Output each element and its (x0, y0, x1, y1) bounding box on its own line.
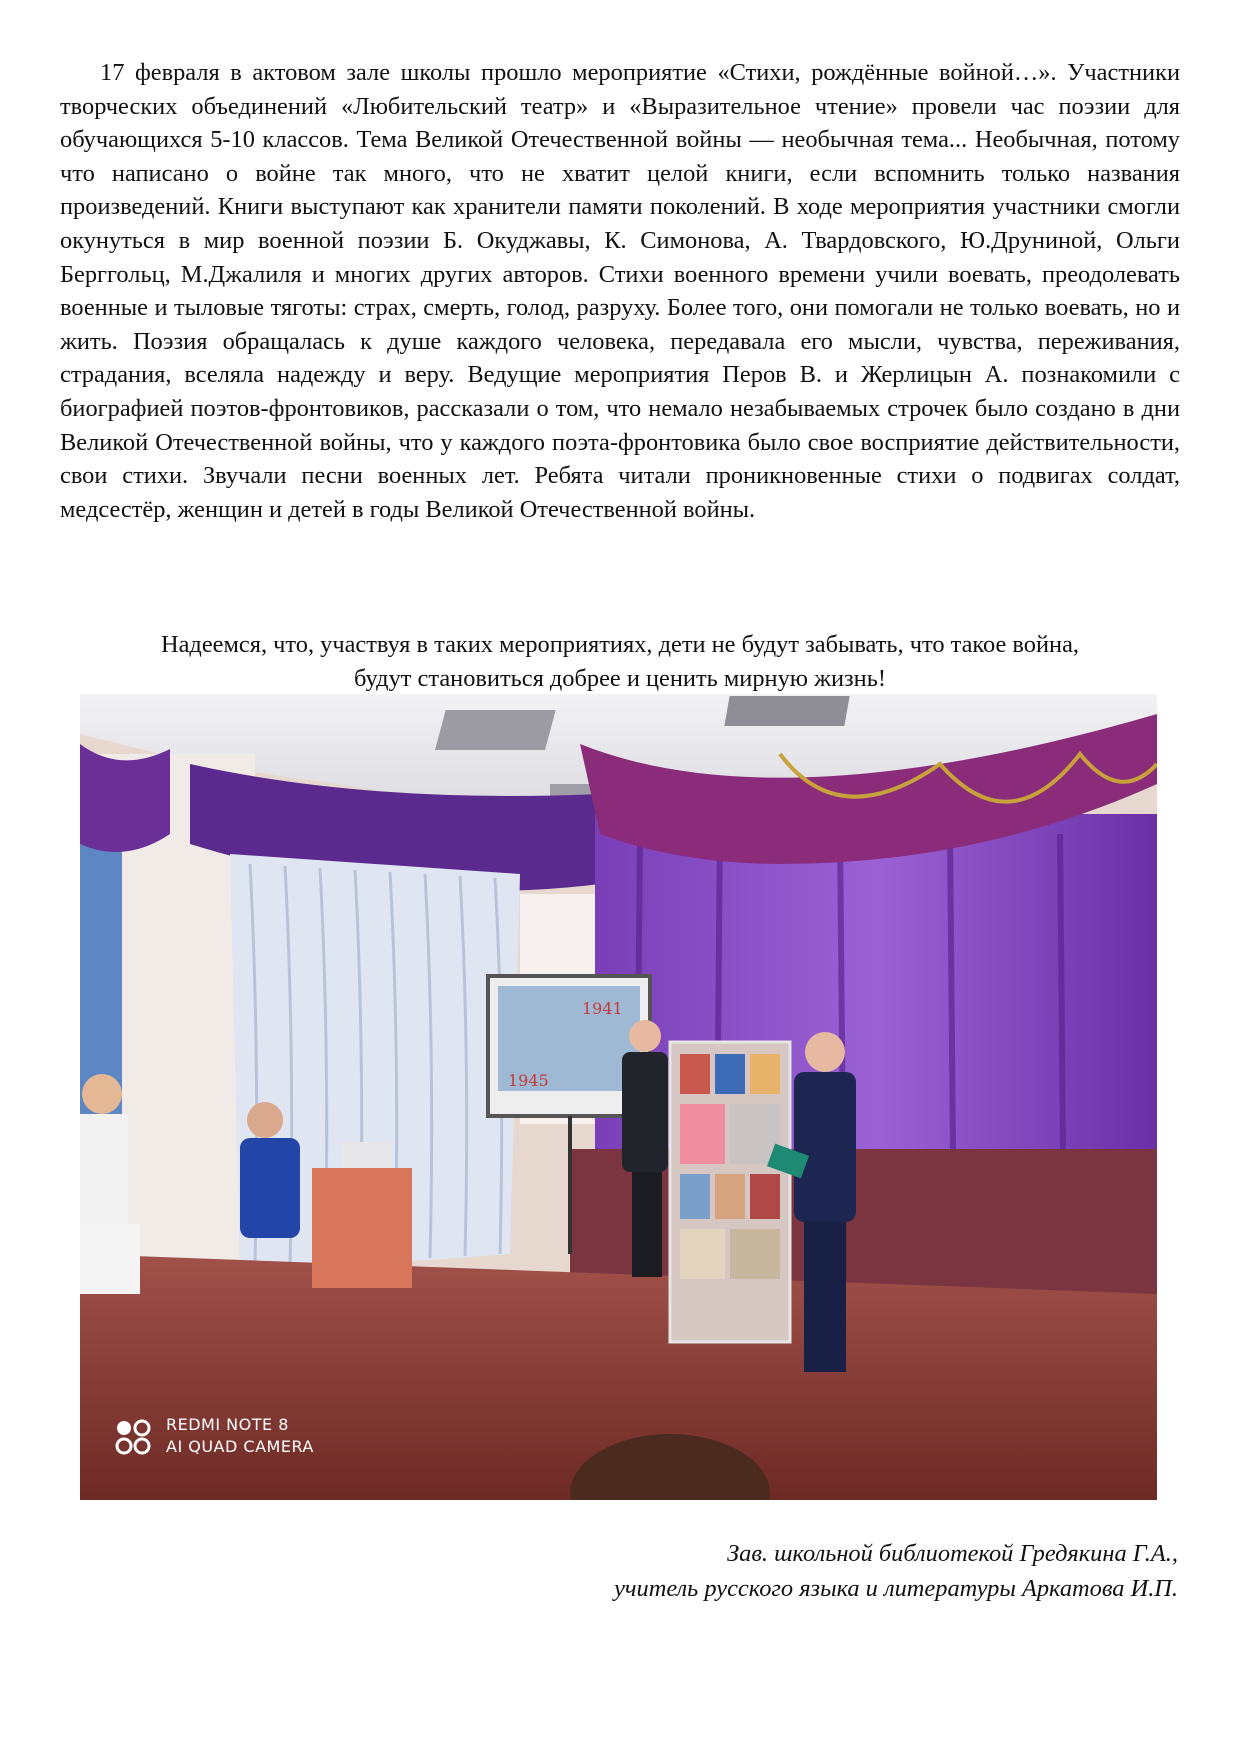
watermark-line-1: REDMI NOTE 8 (166, 1415, 289, 1434)
article-body (60, 56, 1180, 526)
closing-line-2: будут становиться добрее и ценить мирную жизнь! (354, 664, 886, 692)
ceiling-light-left (435, 710, 556, 750)
article-text: 17 февраля в актовом зале школы прошло мероприятие «Стихи, рождённые войной…». Участники творческих объединений «Любительский театр» и «Выразительное чтение» провели час поэзии для обучающихся 5-10 классов. Тема Великой Отечественной войны — необычная тема... Необычная, потому что написано о войне так много, что не хватит целой книги, если вспомнить только названия произведений. Книги выступают как хранители памяти поколений. В ходе мероприятия участники смогли окунуться в мир военной поэзии Б. Окуджавы, К. Симонова, А. Твардовского, Ю.Друниной, Ольги Берггольц, М.Джалиля и многих других авторов. Стихи военного времени учили воевать, преодолевать военные и тыловые тяготы: страх, смерть, голод, разруху. Более того, они помогали не только воевать, но и жить. Поэзия обращалась к душе каждого человека, передавала его мысли, чувства, переживания, страдания, вселяла надежду и веру. Ведущие мероприятия Перов В. и Жерлицын А. познакомили с биографией поэтов-фронтовиков, рассказали о том, что немало незабываемых строчек было создано в дни Великой Отечественной войны, что у каждого поэта-фронтовика было свое восприятие действительности, свои стихи. Звучали песни военных лет. Ребята читали проникновенные стихи о подвигах солдат, медсестёр, женщин и детей в годы Великой Отечественной войны. (60, 59, 1180, 523)
closing-line-1: Надеемся, что, участвуя в таких мероприятиях, дети не будут забывать, что такое война, (160, 631, 1080, 658)
signature-block (278, 1536, 1178, 1606)
signature-line-2: учитель русского языка и литературы Аркатова И.П. (614, 1575, 1178, 1602)
event-photo-illustration (80, 694, 1157, 1500)
camera-logo-icon (114, 1418, 152, 1456)
closing-statement (60, 628, 1180, 695)
screen-year-bottom: 1945 (508, 1071, 549, 1090)
ceiling-light-right (724, 696, 849, 726)
signature-line-1: Зав. школьной библиотекой Гредякина Г.А., (727, 1540, 1178, 1567)
event-photo (80, 694, 1157, 1500)
screen-year-top: 1941 (582, 999, 623, 1018)
watermark-line-2: AI QUAD CAMERA (166, 1437, 314, 1456)
left-window (80, 834, 122, 1114)
